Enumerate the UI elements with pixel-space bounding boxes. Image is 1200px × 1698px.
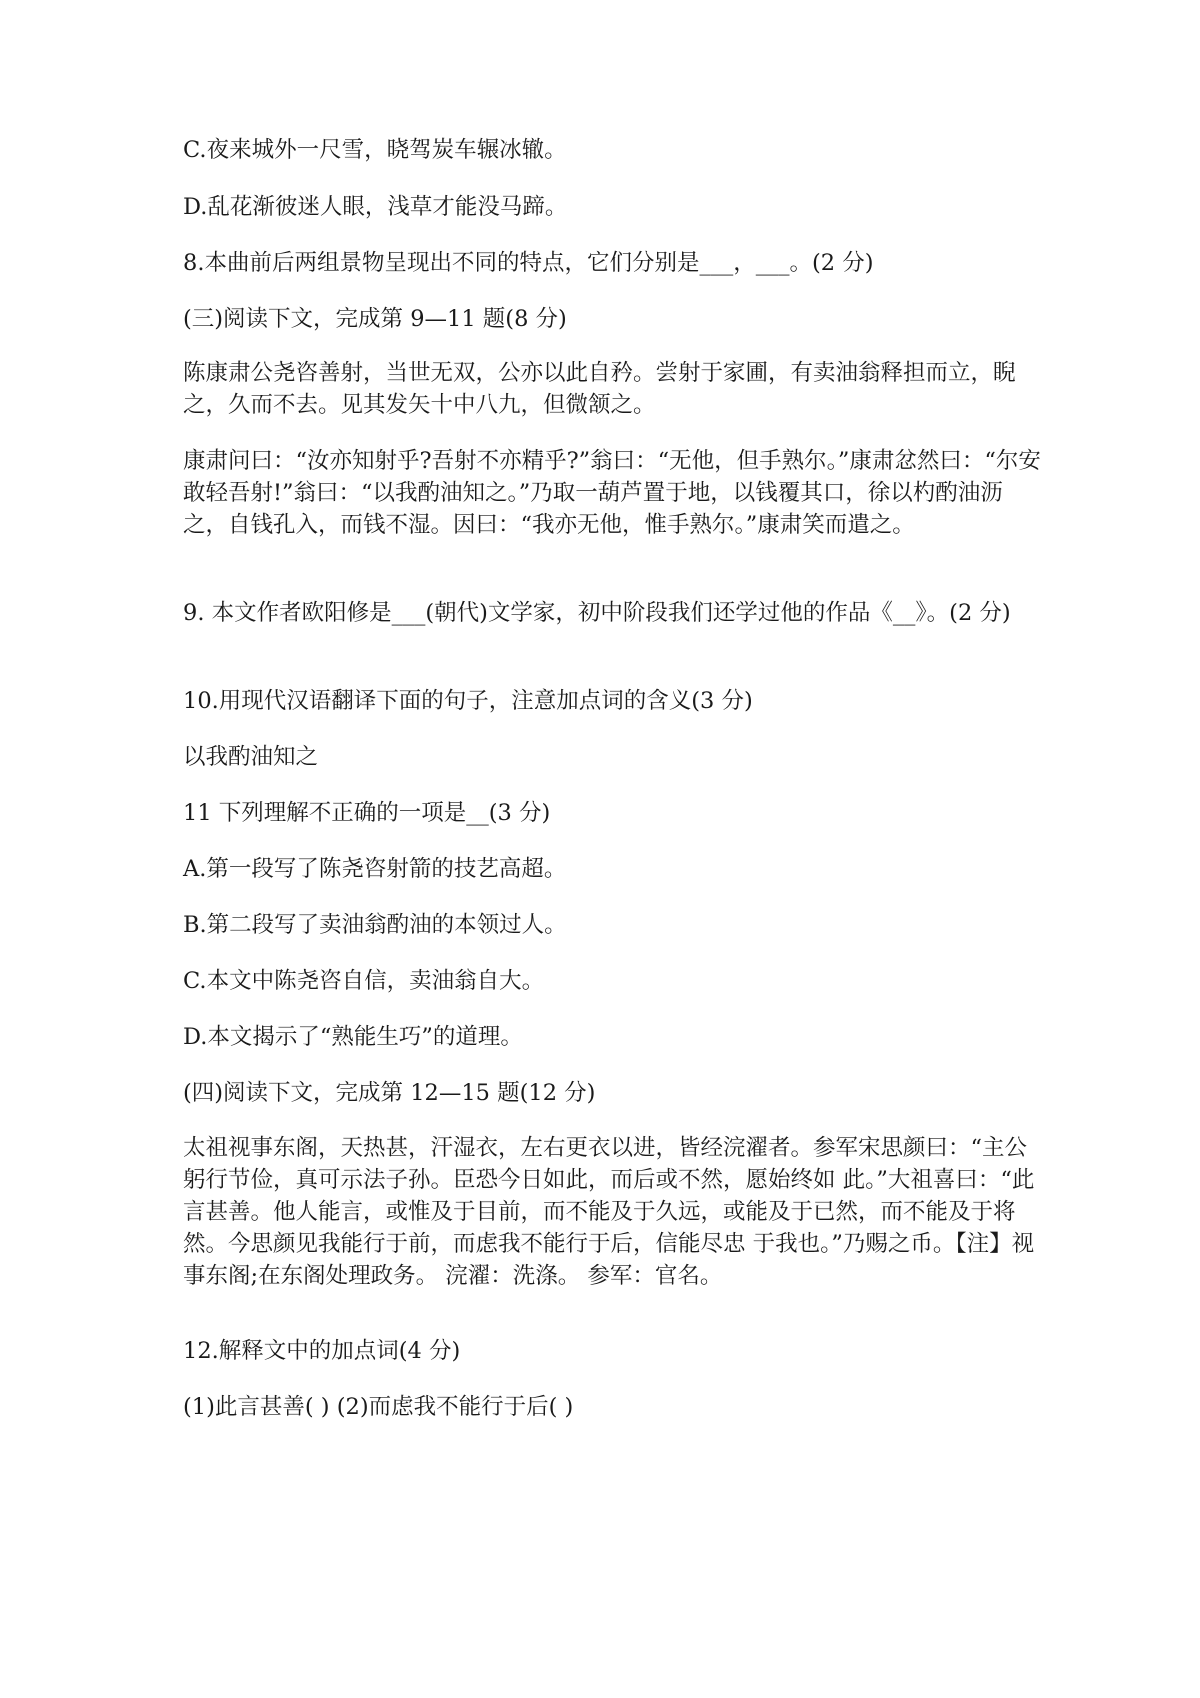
- q7-option-d: D.乱花渐彼迷人眼，浅草才能没马蹄。: [183, 194, 568, 220]
- question-11: 11 下列理解不正确的一项是__(3 分): [183, 800, 551, 826]
- question-11-option-a: A.第一段写了陈尧咨射箭的技艺高超。: [183, 856, 567, 882]
- question-9: 9. 本文作者欧阳修是___(朝代)文学家，初中阶段我们还学过他的作品《__》。(2 分): [183, 600, 1011, 626]
- question-11-option-d: D.本文揭示了“熟能生巧”的道理。: [183, 1024, 523, 1050]
- question-12-items: (1)此言甚善( ) (2)而虑我不能行于后( ): [183, 1394, 574, 1420]
- question-10-sentence: 以我酌油知之: [183, 744, 319, 770]
- question-10: 10.用现代汉语翻译下面的句子，注意加点词的含义(3 分): [183, 688, 753, 714]
- q7-option-c: C.夜来城外一尺雪，晓驾炭车辗冰辙。: [183, 137, 567, 163]
- question-11-option-b: B.第二段写了卖油翁酌油的本领过人。: [183, 912, 567, 938]
- passage-2: 太祖视事东阁，天热甚，汗湿衣，左右更衣以进，皆经浣濯者。参军宋思颜曰：“主公躬行节俭，真可示法子孙。臣恐今日如此，而后或不然，愿始终如 此。”大祖喜曰：“此言甚善。他人能言，或惟及于目前，而不能及于久远，或能及于已然，而不能及于将然。今思颜见我能行于前，而虑我不能行于后，信能尽忠 于我也。”乃赐之币。【注】视事东阁;在东阁处理政务。 浣濯：洗涤。 参军：官名。: [183, 1135, 1035, 1289]
- question-8: 8.本曲前后两组景物呈现出不同的特点，它们分别是___，___。(2 分): [183, 250, 874, 276]
- question-11-option-c: C.本文中陈尧咨自信，卖油翁自大。: [183, 968, 545, 994]
- passage-1-paragraph-2: 康肃问曰：“汝亦知射乎?吾射不亦精乎?”翁曰：“无他，但手熟尔。”康肃忿然曰：“尔安敢轻吾射!”翁曰：“以我酌油知之。”乃取一葫芦置于地，以钱覆其口，徐以杓酌油沥之，自钱孔入，而钱不湿。因曰：“我亦无他，惟手熟尔。”康肃笑而遣之。: [183, 448, 1041, 538]
- question-12: 12.解释文中的加点词(4 分): [183, 1338, 461, 1364]
- section-4-heading: (四)阅读下文，完成第 12—15 题(12 分): [183, 1080, 596, 1106]
- passage-1-paragraph-1: 陈康肃公尧咨善射，当世无双，公亦以此自矜。尝射于家圃，有卖油翁释担而立，睨之，久而不去。见其发矢十中八九，但微颔之。: [183, 360, 1016, 418]
- section-3-heading: (三)阅读下文，完成第 9—11 题(8 分): [183, 306, 567, 332]
